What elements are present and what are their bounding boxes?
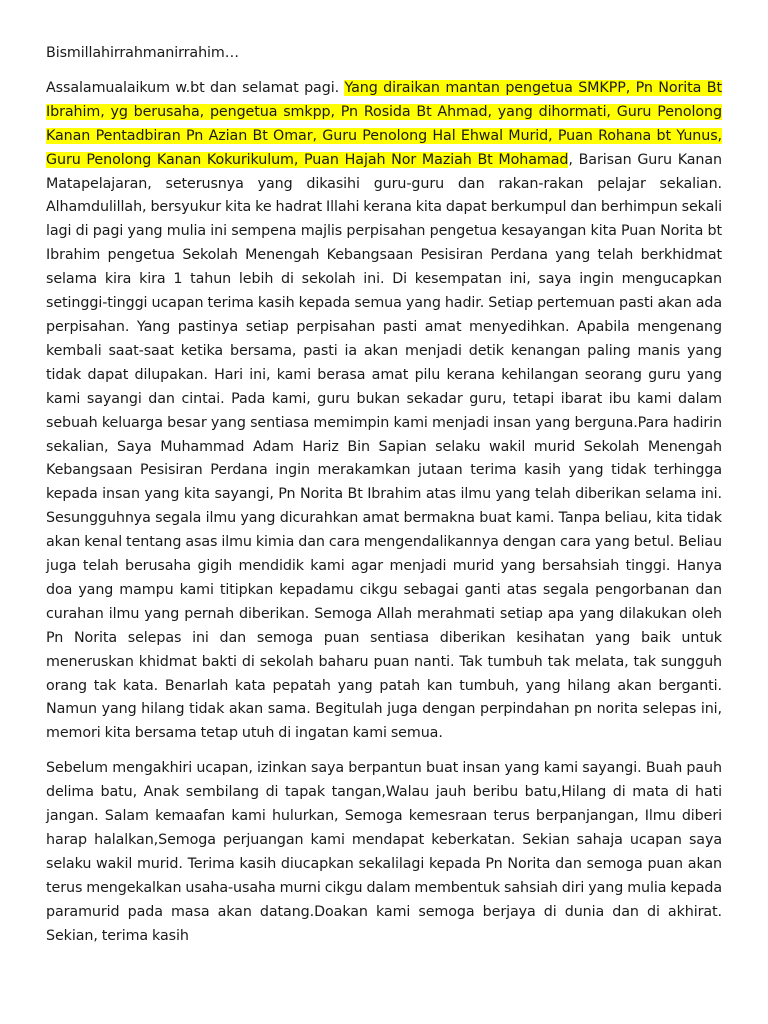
speech-paragraph-1 bbox=[46, 77, 722, 746]
greeting-line: Bismillahirrahmanirrahim… bbox=[46, 45, 239, 61]
highlighted-dignitaries: Yang diraikan mantan pengetua SMKPP, Pn Norita Bt Ibrahim, yg berusaha, pengetua smkpp, Pn Rosida Bt Ahmad, yang dihormati, Guru Penolong Kanan Pentadbiran Pn Azian Bt Omar, Guru Penolong Hal Ehwal Murid, Puan Rohana bt Yunus, Guru Penolong Kanan Kokurikulum, Puan Hajah Nor Maziah Bt Mohamad bbox=[46, 79, 722, 168]
opening-salam: Assalamualaikum w.bt dan selamat pagi. bbox=[46, 79, 345, 96]
speech-paragraph-2: Sebelum mengakhiri ucapan, izinkan saya berpantun buat insan yang kami sayangi. Buah pauh delima batu, Anak sembilang di tapak tangan,Walau jauh beribu batu,Hilang di mata di hati jangan. Salam kemaafan kami hulurkan, Semoga kemesraan terus berpanjangan, Ilmu diberi harap halalkan,Semoga perjuangan kami mendapat keberkatan. Sekian sahaja ucapan saya selaku wakil murid. Terima kasih diucapkan sekalilagi kepada Pn Norita dan semoga puan akan terus mengekalkan usaha-usaha murni cikgu dalam membentuk sahsiah diri yang mulia kepada paramurid pada masa akan datang.Doakan kami semoga berjaya di dunia dan di akhirat. Sekian, terima kasih bbox=[46, 760, 722, 944]
paragraph-1-body: , Barisan Guru Kanan Matapelajaran, seterusnya yang dikasihi guru-guru dan rakan-rakan pelajar sekalian. Alhamdulillah, bersyukur kita ke hadrat Illahi kerana kita dapat berkumpul dan berhimpun sekali lagi di pagi yang mulia ini sempena majlis perpisahan pengetua kesayangan kita Puan Norita bt Ibrahim pengetua Sekolah Menengah Kebangsaan Pesisiran Perdana yang telah berkhidmat selama kira kira 1 tahun lebih di sekolah ini. Di kesempatan ini, saya ingin mengucapkan setinggi-tinggi ucapan terima kasih kepada semua yang hadir. Setiap pertemuan pasti akan ada perpisahan. Yang pastinya setiap perpisahan pasti amat menyedihkan. Apabila mengenang kembali saat-saat ketika bersama, pasti ia akan menjadi detik kenangan paling manis yang tidak dapat dilupakan. Hari ini, kami berasa amat pilu kerana kehilangan seorang guru yang kami sayangi dan cintai. Pada kami, guru bukan sekadar guru, tetapi ibarat ibu kami dalam sebuah keluarga besar yang sentiasa memimpin kami menjadi insan yang berguna.Para hadirin sekalian, Saya Muhammad Adam Hariz Bin Sapian selaku wakil murid Sekolah Menengah Kebangsaan Pesisiran Perdana ingin merakamkan jutaan terima kasih yang tidak terhingga kepada insan yang kita sayangi, Pn Norita Bt Ibrahim atas ilmu yang telah diberikan selama ini. Sesungguhnya segala ilmu yang dicurahkan amat bermakna buat kami. Tanpa beliau, kita tidak akan kenal tentang asas ilmu kimia dan cara mengendalikannya dengan cara yang betul. Beliau juga telah berusaha gigih mendidik kami agar menjadi murid yang bersahsiah tinggi. Hanya doa yang mampu kami titipkan kepadamu cikgu sebagai ganti atas segala pengorbanan dan curahan ilmu yang pernah diberikan. Semoga Allah merahmati setiap apa yang dilakukan oleh Pn Norita selepas ini dan semoga puan sentiasa diberikan kesihatan yang baik untuk meneruskan khidmat bakti di sekolah baharu puan nanti. Tak tumbuh tak melata, tak sungguh orang tak kata. Benarlah kata pepatah yang patah kan tumbuh, yang hilang akan berganti. Namun yang hilang tidak akan sama. Begitulah juga dengan perpindahan pn norita selepas ini, memori kita bersama tetap utuh di ingatan kami semua. bbox=[46, 151, 723, 742]
